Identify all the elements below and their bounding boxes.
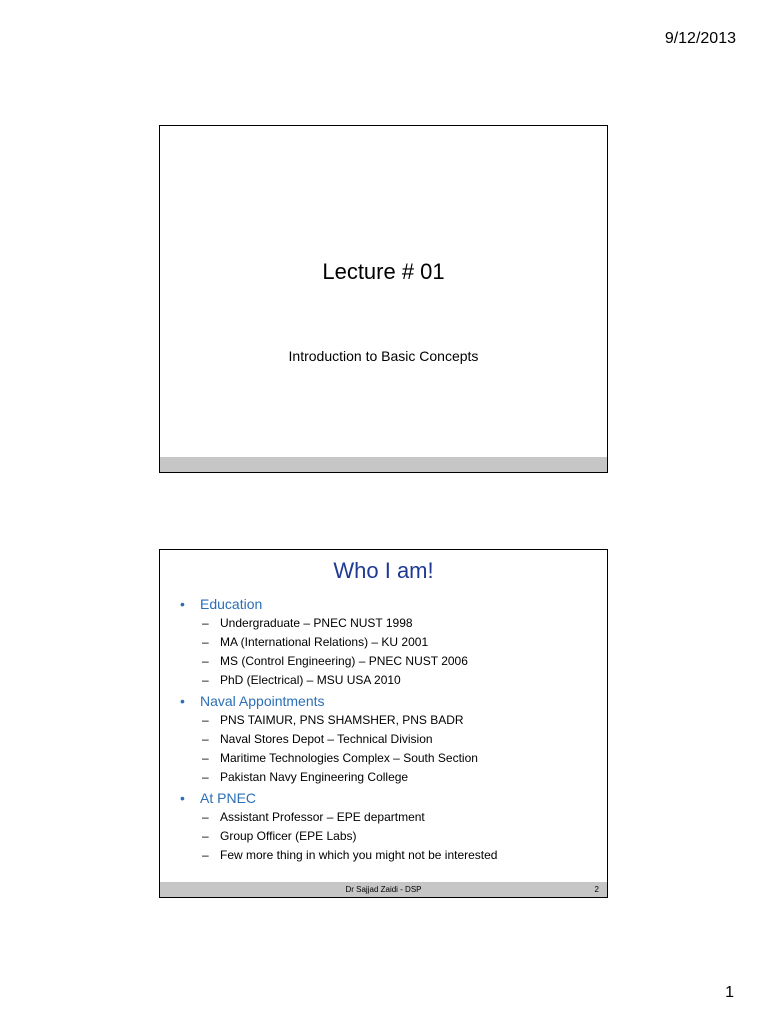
slide-number: 2: [594, 885, 599, 894]
item-list: [180, 711, 597, 789]
section-heading-text: At PNEC: [200, 790, 257, 806]
list-item: – Group Officer (EPE Labs): [202, 829, 357, 843]
section-at-pnec: [180, 789, 597, 867]
section-heading-text: Naval Appointments: [200, 693, 325, 709]
section-heading: • Naval Appointments: [180, 693, 325, 709]
slide-2-content: [180, 595, 597, 867]
list-item: – MA (International Relations) – KU 2001: [202, 635, 429, 649]
section-heading-text: Education: [200, 596, 263, 612]
list-item: – PNS TAIMUR, PNS SHAMSHER, PNS BADR: [202, 713, 464, 727]
list-item: – Pakistan Navy Engineering College: [202, 770, 409, 784]
list-item: – Assistant Professor – EPE department: [202, 810, 425, 824]
list-item: – Naval Stores Depot – Technical Division: [202, 732, 433, 746]
slide-2-footer-bar: [160, 882, 607, 897]
slide-1-subtitle: Introduction to Basic Concepts: [288, 348, 479, 364]
slide-2: [159, 549, 608, 898]
section-education: [180, 595, 597, 692]
item-list: [180, 808, 597, 867]
list-item: – MS (Control Engineering) – PNEC NUST 2006: [202, 654, 468, 668]
list-item: – Maritime Technologies Complex – South Section: [202, 751, 478, 765]
list-item: – PhD (Electrical) – MSU USA 2010: [202, 673, 401, 687]
list-item: – Few more thing in which you might not be interested: [202, 848, 498, 862]
slide-2-title: Who I am!: [333, 558, 434, 583]
slide-1-footer-bar: [160, 457, 607, 472]
page-number: 1: [725, 984, 734, 1001]
item-list: [180, 614, 597, 692]
slide-1: [159, 125, 608, 473]
print-date: 9/12/2013: [664, 30, 736, 47]
list-item: – Undergraduate – PNEC NUST 1998: [202, 616, 413, 630]
section-heading: • Education: [180, 596, 263, 612]
slide-1-title: Lecture # 01: [322, 259, 445, 284]
slide-footer-author: Dr Sajjad Zaidi - DSP: [345, 885, 422, 894]
section-naval-appointments: [180, 692, 597, 789]
section-heading: • At PNEC: [180, 790, 257, 806]
